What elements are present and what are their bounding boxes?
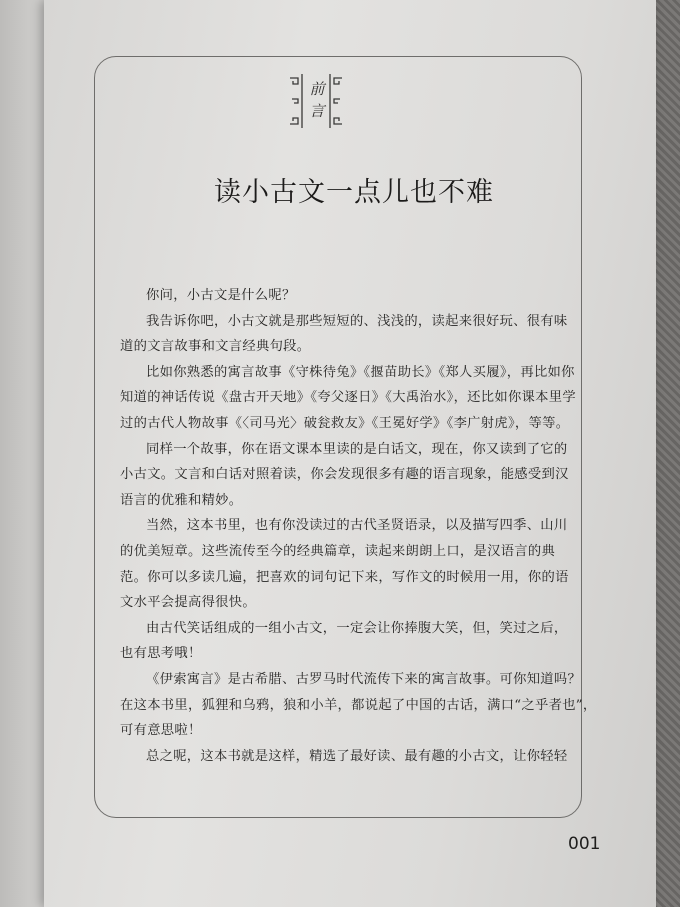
text-line: 可有意思啦！ (120, 723, 202, 739)
preface-char-2: 言 (309, 102, 325, 120)
body-text (120, 283, 597, 769)
text-line: 也有思考哦！ (120, 646, 202, 662)
text-line: 道的文言故事和文言经典句段。 (120, 339, 311, 355)
text-line: 总之呢，这本书就是这样，精选了最好读、最有趣的小古文，让你轻轻 (146, 748, 568, 764)
text-line: 《伊索寓言》是古希腊、古罗马时代流传下来的寓言故事。可你知道吗？ (146, 671, 582, 687)
text-line: 在这本书里，狐狸和乌鸦，狼和小羊，都说起了中国的古话，满口“之乎者也”， (120, 697, 597, 713)
text-line: 比如你熟悉的寓言故事《守株待兔》《揠苗助长》《郑人买履》，再比如你 (146, 364, 575, 380)
text-line: 过的古代人物故事《〈司马光〉破瓮救友》《王冕好学》《李广射虎》，等等。 (120, 415, 570, 431)
text-line: 语言的优雅和精妙。 (120, 492, 243, 508)
text-line: 小古文。文言和白话对照着读，你会发现很多有趣的语言现象，能感受到汉 (120, 467, 569, 483)
text-line: 同样一个故事，你在语文课本里读的是白话文，现在，你又读到了它的 (146, 441, 568, 457)
book-page (44, 0, 656, 907)
text-line: 的优美短章。这些流传至今的经典篇章，读起来朗朗上口，是汉语言的典 (120, 543, 556, 559)
text-line: 文水平会提高得很快。 (120, 595, 256, 611)
text-line: 范。你可以多读几遍，把喜欢的词句记下来，写作文的时候用一用，你的语 (120, 569, 569, 585)
text-line: 你问，小古文是什么呢？ (146, 288, 296, 303)
text-line: 我告诉你吧，小古文就是那些短短的、浅浅的，读起来很好玩、很有味 (146, 313, 568, 329)
text-line: 当然，这本书里，也有你没读过的古代圣贤语录，以及描写四季、山川 (146, 518, 568, 534)
preface-char-1: 前 (309, 80, 325, 98)
page-title: 读小古文一点儿也不难 (214, 177, 494, 208)
text-line: 由古代笑话组成的一组小古文，一定会让你捧腹大笑，但，笑过之后， (146, 620, 568, 636)
text-line: 知道的神话传说《盘古开天地》《夸父逐日》《大禹治水》，还比如你课本里学 (120, 390, 576, 406)
page-number: 001 (568, 834, 601, 854)
preface-badge (288, 72, 344, 130)
